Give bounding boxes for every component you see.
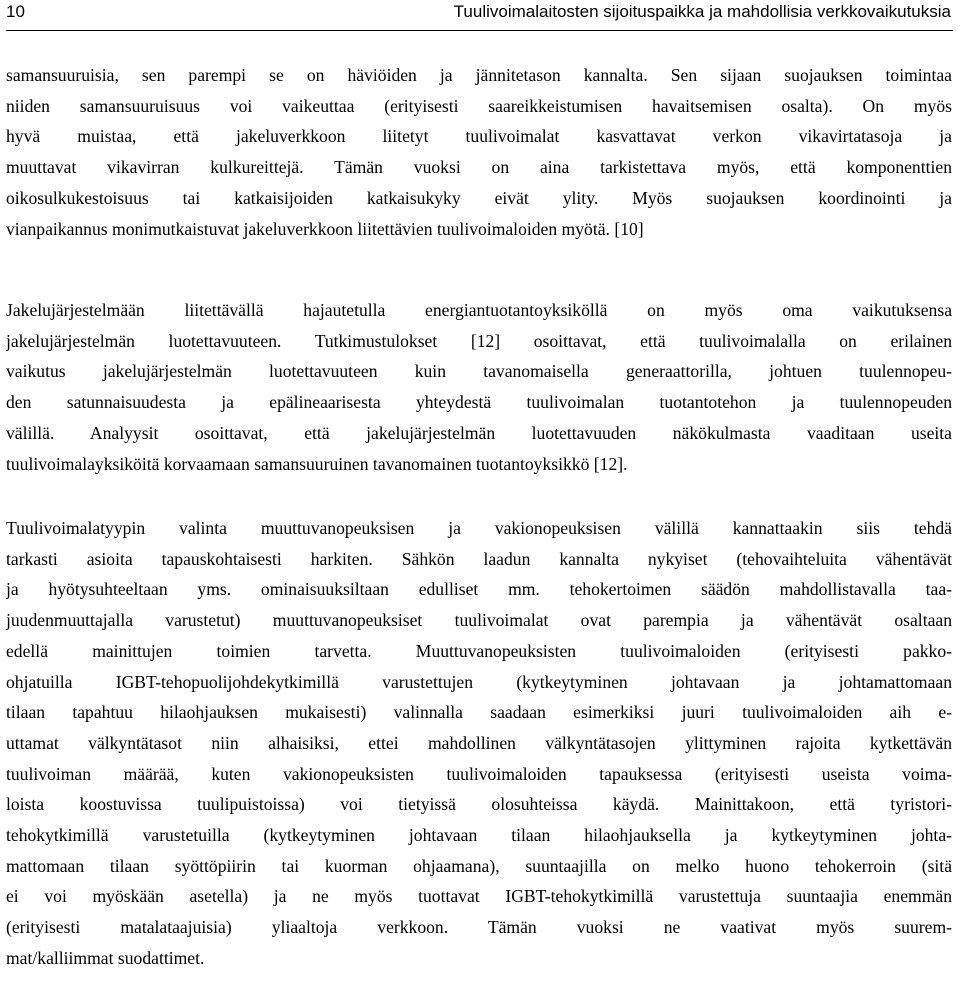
paragraph-line: ohjatuilla IGBT-tehopuolijohdekytkimillä varustettujen (kytkeytyminen johtavaan ja johtamattomaan (6, 671, 952, 692)
paragraph-line: tehokytkimillä varustetuilla (kytkeytyminen johtavaan tilaan hilaohjauksella ja kytkeytyminen johta- (6, 825, 952, 846)
paragraph-line: uttamat välkyntätasot niin alhaisiksi, ettei mahdollinen välkyntätasojen ylittyminen rajoita kytkettävän (6, 732, 952, 753)
paragraph-protection-and-fault-currents (6, 60, 952, 244)
paragraph-line: oikosulkukestoisuus tai katkaisijoiden katkaisukyky eivät ylity. Myös suojauksen koordinointi ja (6, 187, 952, 208)
page-header (6, 0, 953, 31)
paragraph-line: den satunnaisuudesta ja epälineaarisesta yhteydestä tuulivoimalan tuotantotehon ja tuulennopeuden (6, 392, 952, 413)
paragraph-turbine-type-selection (6, 513, 952, 974)
paragraph-line: ei voi myöskään asetella) ja ne myös tuottavat IGBT-tehokytkimillä varustettuja suuntaajia enemmän (6, 886, 952, 907)
paragraph-line: niiden samansuuruisuus voi vaikeuttaa (erityisesti saareikkeistumisen havaitsemisen osalta). On myös (6, 95, 952, 116)
paragraph-line: edellä mainittujen toimien tarvetta. Muuttuvanopeuksisten tuulivoimaloiden (erityisesti pakko- (6, 640, 952, 661)
paragraph-line: vianpaikannus monimutkaistuvat jakeluverkkoon liitettävien tuulivoimaloiden myötä. [10] (6, 218, 644, 239)
paragraph-line: mat/kalliimmat suodattimet. (6, 947, 205, 968)
paragraph-line: tarkasti asioita tapauskohtaisesti harkiten. Sähkön laadun kannalta nykyiset (tehovaihteluita vähentävät (6, 548, 952, 569)
paragraph-line: tilaan tapahtuu hilaohjauksen mukaisesti) valinnalla saadaan esimerkiksi juuri tuulivoimaloiden aih e- (6, 702, 952, 723)
page-number: 10 (6, 2, 25, 21)
running-title: Tuulivoimalaitosten sijoituspaikka ja mahdollisia verkkovaikutuksia (453, 2, 951, 21)
paragraph-line: muuttavat vikavirran kulkureittejä. Tämän vuoksi on aina tarkistettava myös, että komponenttien (6, 157, 952, 178)
paragraph-line: ja hyötysuhteeltaan yms. ominaisuuksiltaan edulliset mm. tehokertoimen säädön mahdollistavalla taa- (6, 579, 952, 600)
paragraph-line: mattomaan tilaan syöttöpiirin tai kuorman ohjaamana), suuntaajilla on melko huono tehokerroin (sitä (6, 855, 952, 876)
paragraph-line: tuulivoiman määrää, kuten vakionopeuksisten tuulivoimaloiden tapauksessa (erityisesti useista voima- (6, 763, 952, 784)
paragraph-line: loista koostuvissa tuulipuistoissa) voi tietyissä olosuhteissa käydä. Mainittakoon, että tyristori- (6, 794, 952, 815)
paragraph-line: (erityisesti matalataajuisia) yliaaltoja verkkoon. Tämän vuoksi ne vaativat myös suurem- (6, 917, 952, 938)
paragraph-line: tuulivoimalayksiköitä korvaamaan samansuuruinen tavanomainen tuotantoyksikkö [12]. (6, 453, 628, 474)
paragraph-line: samansuuruisia, sen parempi se on häviöiden ja jännitetason kannalta. Sen sijaan suojauksen toimintaa (6, 65, 952, 85)
paragraph-line: hyvä muistaa, että jakeluverkkoon liitetyt tuulivoimalat kasvattavat verkon vikavirtatasoja ja (6, 126, 952, 147)
paragraph-reliability (6, 295, 952, 479)
paragraph-line: jakelujärjestelmän luotettavuuteen. Tutkimustulokset [12] osoittavat, että tuulivoimalalla on erilainen (6, 330, 952, 351)
paragraph-line: välillä. Analyysit osoittavat, että jakelujärjestelmän luotettavuuden näkökulmasta vaaditaan useita (6, 422, 952, 443)
paragraph-line: Jakelujärjestelmään liitettävällä hajautetulla energiantuotantoyksiköllä on myös oma vaikutuksensa (6, 300, 952, 320)
paragraph-line: juudenmuuttajalla varustetut) muuttuvanopeuksiset tuulivoimalat ovat parempia ja vähentävät osaltaan (6, 610, 952, 631)
paragraph-line: Tuulivoimalatyypin valinta muuttuvanopeuksisen ja vakionopeuksisen välillä kannattaakin siis tehdä (6, 518, 952, 538)
paragraph-line: vaikutus jakelujärjestelmän luotettavuuteen kuin tavanomaisella generaattorilla, johtuen tuulennopeu- (6, 361, 952, 382)
